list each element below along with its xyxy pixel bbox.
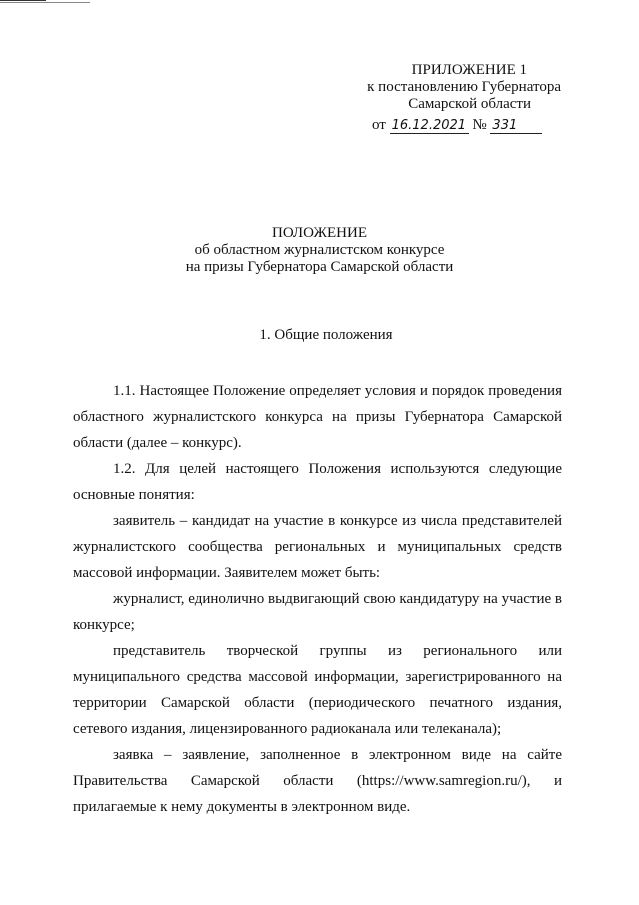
appendix-line-3: Самарской области: [408, 96, 531, 112]
appendix-block: [367, 62, 561, 113]
paragraph-creative-group: представитель творческой группы из регионального или муниципального средства массовой информации, зарегистрированного на территории Самарской области (периодического печатного издания, сетевого издания, лицензированного радиоканала или телеканала);: [73, 643, 562, 737]
paragraph-1-2: 1.2. Для целей настоящего Положения используются следующие основные понятия:: [73, 461, 562, 503]
scan-artifact-line: [0, 0, 46, 1]
paragraph-1-1: 1.1. Настоящее Положение определяет условия и порядок проведения областного журналистского конкурса на призы Губернатора Самарской области (далее – конкурс).: [73, 383, 562, 451]
number-sign: №: [472, 117, 487, 133]
appendix-line-2: к постановлению Губернатора: [367, 79, 561, 95]
document-subtitle-line-1: об областном журналистском конкурсе: [194, 242, 445, 258]
appendix-title: ПРИЛОЖЕНИЕ 1: [411, 62, 527, 78]
paragraph-applicant-definition: заявитель – кандидат на участие в конкурсе из числа представителей журналистского сообщества региональных и муниципальных средств массовой информации. Заявителем может быть:: [73, 513, 562, 581]
document-heading: [0, 225, 639, 276]
document-subtitle-line-2: на призы Губернатора Самарской области: [185, 259, 454, 275]
handwritten-date: 16.12.2021: [390, 119, 469, 134]
scan-artifact-line: [0, 2, 90, 3]
section-title: 1. Общие положения: [259, 327, 393, 343]
document-title: ПОЛОЖЕНИЕ: [272, 225, 367, 241]
paragraph-journalist: журналист, единолично выдвигающий свою кандидатуру на участие в конкурсе;: [73, 591, 563, 633]
handwritten-number: 331: [490, 119, 542, 134]
appendix-date-line: [372, 117, 542, 134]
date-prefix: от: [372, 117, 386, 133]
document-body: [73, 378, 562, 820]
paragraph-application-definition: заявка – заявление, заполненное в электронном виде на сайте Правительства Самарской области (https://www.samregion.ru/), и прилагаемые к нему документы в электронном виде.: [73, 747, 562, 815]
